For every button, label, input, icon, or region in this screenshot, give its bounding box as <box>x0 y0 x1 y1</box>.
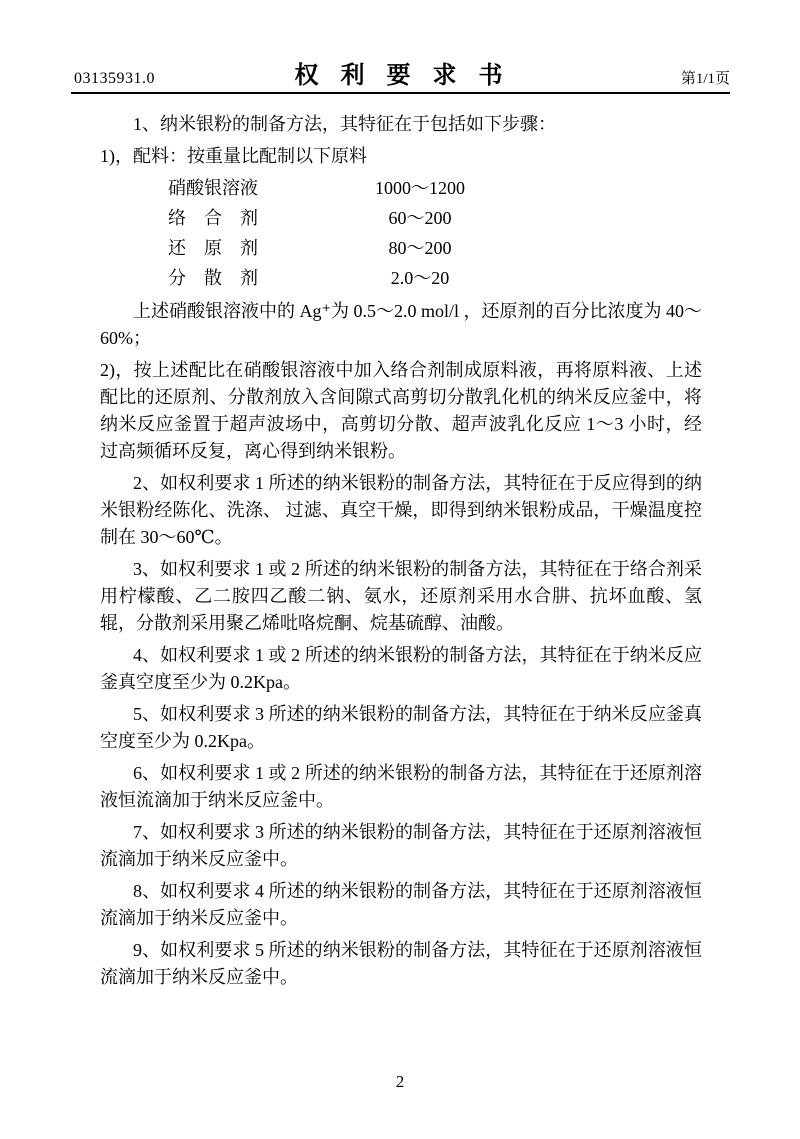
claim-3: 3、如权利要求 1 或 2 所述的纳米银粉的制备方法，其特征在于络合剂采用柠檬酸、乙二胺四乙酸二钠、氨水，还原剂采用水合肼、抗坏血酸、氢辊，分散剂采用聚乙烯吡咯烷酮、烷基硫醇、油酸。 <box>100 559 702 633</box>
claim-1-intro: 1、纳米银粉的制备方法，其特征在于包括如下步骤： <box>133 114 556 134</box>
ingredient-amount: 60～200 <box>388 208 452 228</box>
ingredient-amount: 2.0～20 <box>390 268 450 288</box>
page-header <box>72 56 730 90</box>
document-title: 权 利 要 求 书 <box>294 63 508 89</box>
table-row <box>168 203 702 233</box>
claim-5: 5、如权利要求 3 所述的纳米银粉的制备方法，其特征在于纳米反应釜真空度至少为 0.2Kpa。 <box>100 704 702 751</box>
ingredient-name: 分 散 剂 <box>168 268 258 288</box>
ingredient-amount: 80～200 <box>388 238 452 258</box>
claim-9: 9、如权利要求 5 所述的纳米银粉的制备方法，其特征在于还原剂溶液恒流滴加于纳米反应釜中。 <box>100 940 702 987</box>
page-indicator: 第1/1页 <box>680 71 730 87</box>
page-footer <box>0 1072 800 1092</box>
claim-6: 6、如权利要求 1 或 2 所述的纳米银粉的制备方法，其特征在于还原剂溶液恒流滴加于纳米反应釜中。 <box>100 763 702 810</box>
ingredient-amount: 1000～1200 <box>375 178 465 198</box>
ingredients-table <box>168 173 702 293</box>
claims-content <box>100 111 702 991</box>
ingredient-name: 络 合 剂 <box>168 208 258 228</box>
table-row <box>168 173 702 203</box>
claim-1-step-2: 2)，按上述配比在硝酸银溶液中加入络合剂制成原料液，再将原料液、上述配比的还原剂、分散剂放入含间隙式高剪切分散乳化机的纳米反应釜中，将纳米反应釜置于超声波场中，高剪切分散、超声波乳化反应 1～3 小时，经过高频循环反复，离心得到纳米银粉。 <box>100 360 702 461</box>
claim-4: 4、如权利要求 1 或 2 所述的纳米银粉的制备方法，其特征在于纳米反应釜真空度至少为 0.2Kpa。 <box>100 645 702 692</box>
claim-2: 2、如权利要求 1 所述的纳米银粉的制备方法，其特征在于反应得到的纳米银粉经陈化、洗涤、 过滤、真空干燥，即得到纳米银粉成品，干燥温度控制在 30～60℃。 <box>100 473 702 547</box>
header-divider <box>71 92 730 94</box>
claim-7: 7、如权利要求 3 所述的纳米银粉的制备方法，其特征在于还原剂溶液恒流滴加于纳米反应釜中。 <box>100 822 702 869</box>
page-number: 2 <box>395 1072 405 1091</box>
claim-1-step-1: 1)，配料：按重量比配制以下原料 <box>100 146 367 166</box>
claim-1-concentration-note: 上述硝酸银溶液中的 Ag⁺为 0.5～2.0 mol/l ，还原剂的百分比浓度为 40～60%； <box>100 301 703 348</box>
ingredient-name: 硝酸银溶液 <box>168 178 258 198</box>
claim-8: 8、如权利要求 4 所述的纳米银粉的制备方法，其特征在于还原剂溶液恒流滴加于纳米反应釜中。 <box>100 881 702 928</box>
ingredient-name: 还 原 剂 <box>168 238 258 258</box>
table-row <box>168 233 702 263</box>
table-row <box>168 263 702 293</box>
application-number: 03135931.0 <box>74 70 155 87</box>
